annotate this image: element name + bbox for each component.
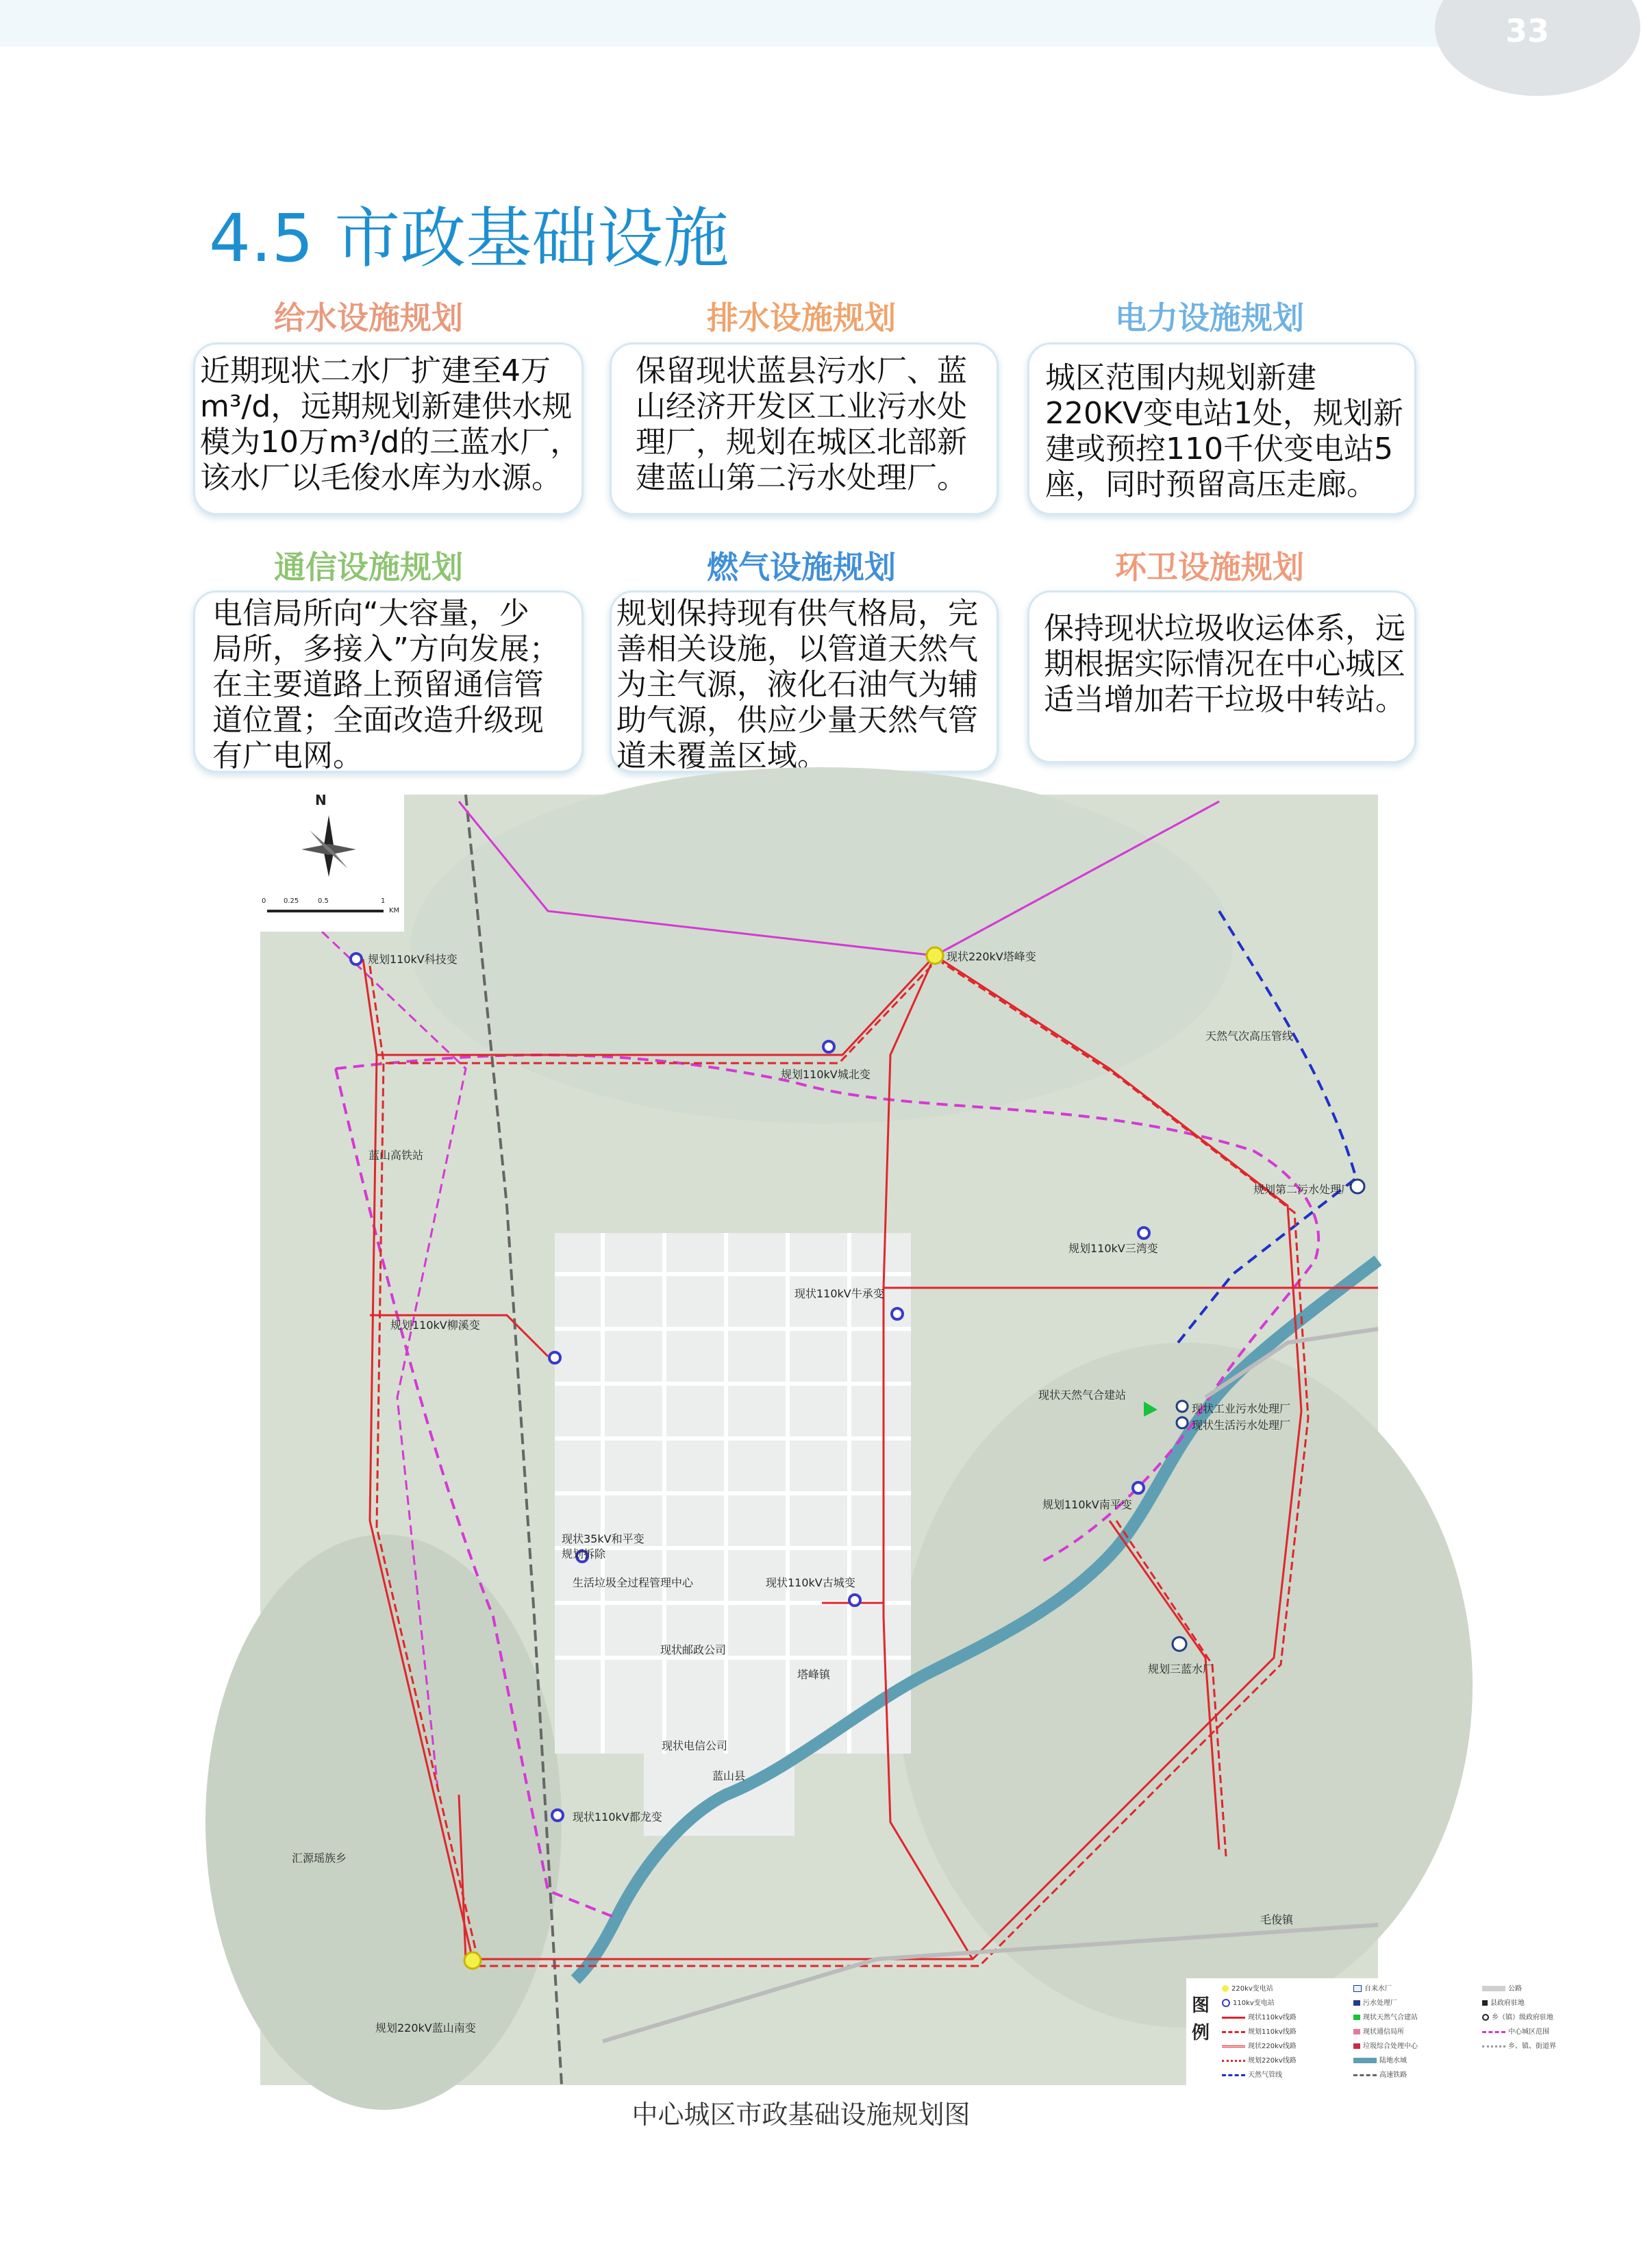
- header-band: [0, 0, 1602, 47]
- map-label-maojun: 毛俊镇: [1260, 1913, 1294, 1926]
- map-label-lanshan-county: 蓝山县: [712, 1769, 746, 1782]
- card-text-gas: 规划保持现有供气格局，完 善相关设施，以管道天然气 为主气源，液化石油气为辅 助气源，供应少量天然气管 道未覆盖区域。: [616, 596, 978, 773]
- card-title-gas: 燃气设施规划: [707, 549, 896, 586]
- map-caption: 中心城区市政基础设施规划图: [631, 2100, 971, 2130]
- legend-item: 现状通信局所: [1353, 2026, 1404, 2036]
- legend-item: 垃圾综合处理中心: [1353, 2040, 1418, 2050]
- card-title-water-supply: 给水设施规划: [274, 299, 463, 336]
- legend-item: 乡（镇）级政府驻地: [1482, 2011, 1553, 2021]
- map-label-huiyuan: 汇源瑶族乡: [292, 1852, 347, 1865]
- map-label-dulong: 现状110kV都龙变: [573, 1810, 662, 1823]
- map-label-industrial-sewage: 现状工业污水处理厂: [1192, 1402, 1291, 1415]
- map-label-telecom: 现状电信公司: [662, 1739, 728, 1752]
- legend-item: 陆地水域: [1353, 2054, 1407, 2065]
- map-label-hsr-station: 蓝山高铁站: [368, 1149, 424, 1162]
- legend-item: 110kv变电站: [1222, 1997, 1275, 2007]
- map-label-lanshan-south: 规划220kV蓝山南变: [375, 2021, 476, 2034]
- map-label-chengbei: 规划110kV城北变: [781, 1068, 871, 1081]
- map-label-gas-station: 现状天然气合建站: [1038, 1389, 1127, 1402]
- map-label-liuxi: 规划110kV柳溪变: [390, 1319, 480, 1332]
- map-label-sanwan: 规划110kV三湾变: [1068, 1242, 1158, 1255]
- map-graphics: [260, 795, 1378, 2085]
- scale-1: 1: [381, 897, 386, 905]
- scale-025: 0.25: [284, 897, 299, 905]
- card-title-sanitation: 环卫设施规划: [1115, 549, 1304, 586]
- map-label-waste-center: 生活垃圾全过程管理中心: [573, 1576, 694, 1589]
- section-title: 4.5 市政基础设施: [209, 200, 729, 277]
- card-text-telecom: 电信局所向“大容量，少 局所，多接入”方向发展； 在主要道路上预留通信管 道位置；全面改造升级现 有广电网。: [212, 596, 560, 773]
- card-text-power: 城区范围内规划新建 220KV变电站1处，规划新 建或预控110千伏变电站5 座，同时预留高压走廊。: [1045, 360, 1403, 502]
- legend-title: 图例: [1192, 1995, 1210, 2043]
- legend-item: 高速铁路: [1353, 2069, 1407, 2079]
- map-label-keji: 规划110kV科技变: [368, 953, 458, 966]
- legend-item: 天然气管线: [1222, 2069, 1282, 2079]
- map-label-heping: 现状35kV和平变: [562, 1532, 644, 1545]
- map-label-sewage2: 规划第二污水处理厂: [1253, 1183, 1353, 1196]
- map-label-domestic-sewage: 现状生活污水处理厂: [1192, 1419, 1291, 1432]
- card-text-drainage: 保留现状蓝县污水厂、蓝 山经济开发区工业污水处 理厂，规划在城区北部新 建蓝山第二污水处理厂。: [636, 353, 967, 495]
- map-label-tafeng: 现状220kV塔峰变: [947, 950, 1036, 963]
- scale-0: 0: [262, 897, 266, 905]
- legend-item: 规划220kv线路: [1222, 2054, 1297, 2065]
- scale-unit: KM: [389, 907, 400, 914]
- legend-item: 现状110kv线路: [1222, 2011, 1297, 2021]
- legend-item: 规划110kv线路: [1222, 2026, 1297, 2036]
- legend-item: 220kv变电站: [1222, 1982, 1273, 1993]
- card-text-water-supply: 近期现状二水厂扩建至4万 m³/d，远期规划新建供水规 模为10万m³/d的三蓝水厂， 该水厂以毛俊水库为水源。: [200, 353, 581, 495]
- map-label-niucheng: 现状110kV牛承变: [794, 1287, 884, 1300]
- legend-item: 现状220kv线路: [1222, 2040, 1297, 2050]
- card-title-power: 电力设施规划: [1115, 299, 1304, 336]
- legend-item: 公路: [1482, 1982, 1522, 1993]
- map-label-nanping: 规划110kV南平变: [1042, 1498, 1132, 1511]
- legend-item: 乡、镇、街道界: [1482, 2040, 1556, 2050]
- legend-item: 自来水厂: [1353, 1982, 1392, 1993]
- map-label-water-plant: 规划三蓝水厂: [1148, 1663, 1214, 1676]
- legend-item: 现状天然气合建站: [1353, 2011, 1418, 2021]
- map-label-post: 现状邮政公司: [660, 1643, 727, 1656]
- scale-05: 0.5: [318, 897, 329, 905]
- north-label: N: [315, 792, 327, 808]
- map-legend: [1186, 1978, 1652, 2088]
- card-title-telecom: 通信设施规划: [274, 549, 463, 586]
- map-label-gucheng: 现状110kV古城变: [766, 1576, 855, 1589]
- legend-item: 县政府驻地: [1482, 1997, 1525, 2007]
- map-label-gas-pipeline: 天然气次高压管线: [1205, 1030, 1294, 1043]
- page-number: 33: [1505, 12, 1549, 49]
- map-label-tafeng-town: 塔峰镇: [797, 1668, 831, 1681]
- card-text-sanitation: 保持现状垃圾收运体系，远 期根据实际情况在中心城区 适当增加若干垃圾中转站。: [1044, 611, 1405, 717]
- map-label-demolish: 规划拆除: [562, 1547, 606, 1560]
- infrastructure-map: [260, 792, 1556, 2085]
- legend-item: 中心城区范围: [1482, 2026, 1549, 2036]
- legend-item: 污水处理厂: [1353, 1997, 1397, 2007]
- card-title-drainage: 排水设施规划: [707, 299, 896, 336]
